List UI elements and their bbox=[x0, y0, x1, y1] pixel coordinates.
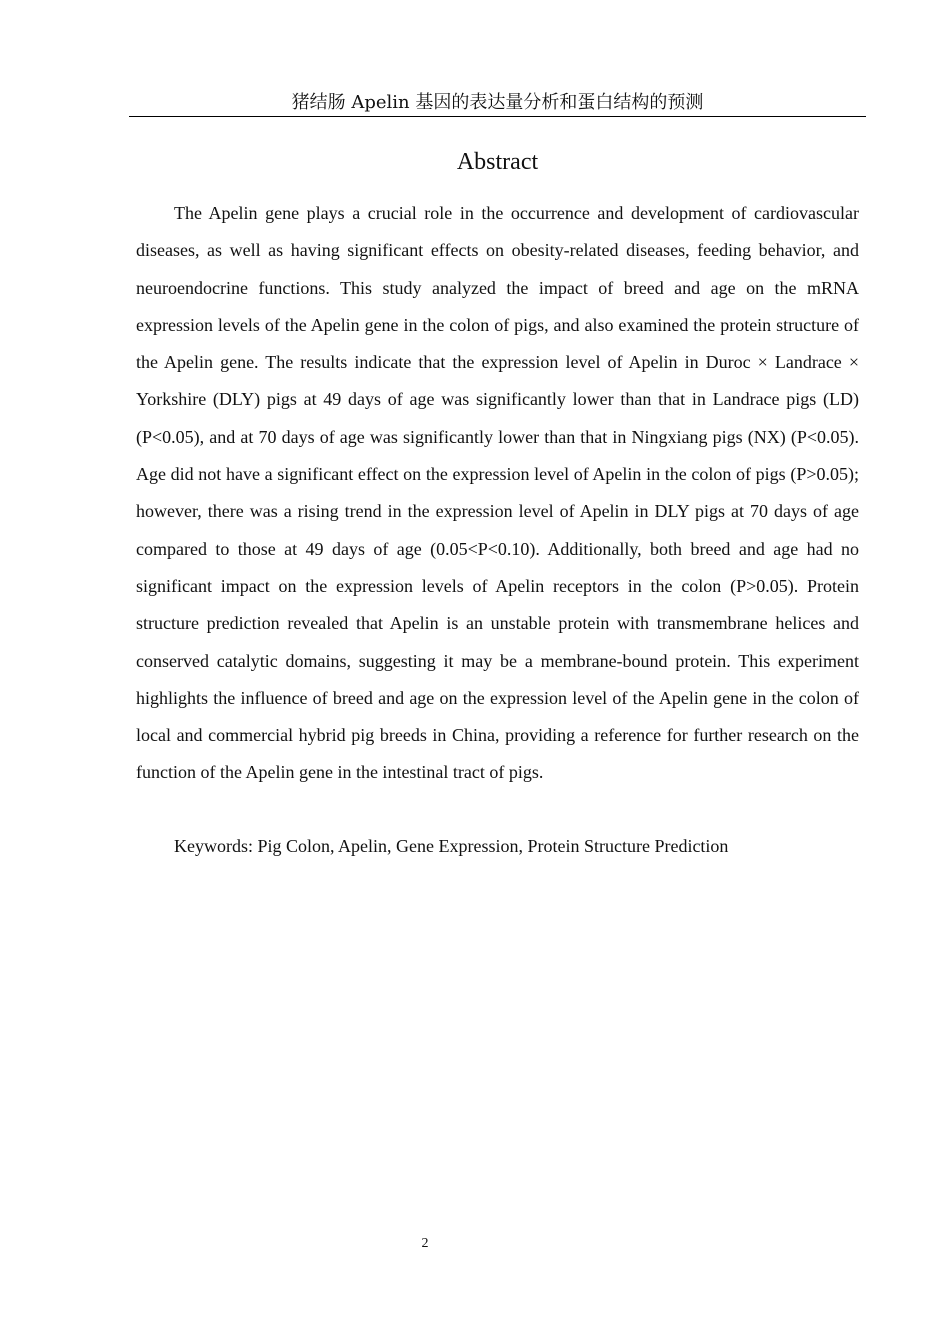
header-divider bbox=[129, 116, 866, 117]
page-number: 2 bbox=[421, 1236, 429, 1251]
abstract-body: The Apelin gene plays a crucial role in the occurrence and development of cardiovascular diseases, as well as having significant effects on obesity-related diseases, feeding behavior, and neuroendocrine functions. This study analyzed the impact of breed and age on the mRNA expression levels of the Apelin gene in the colon of pigs, and also examined the protein structure of the Apelin gene. The results indicate that the expression level of Apelin in Duroc × Landrace × Yorkshire (DLY) pigs at 49 days of age was significantly lower than that in Landrace pigs (LD) (P<0.05), and at 70 days of age was significantly lower than that in Ningxiang pigs (NX) (P<0.05). Age did not have a significant effect on the expression level of Apelin in the colon of pigs (P>0.05); however, there was a rising trend in the expression level of Apelin in DLY pigs at 70 days of age compared to those at 49 days of age (0.05<P<0.10). Additionally, both breed and age had no significant impact on the expression levels of Apelin receptors in the colon (P>0.05). Protein structure prediction revealed that Apelin is an unstable protein with transmembrane helices and conserved catalytic domains, suggesting it may be a membrane-bound protein. This experiment highlights the influence of breed and age on the expression level of the Apelin gene in the colon of local and commercial hybrid pig breeds in China, providing a reference for further research on the function of the Apelin gene in the intestinal tract of pigs. bbox=[136, 203, 859, 783]
keywords-line: Keywords: Pig Colon, Apelin, Gene Expression, Protein Structure Prediction bbox=[174, 836, 729, 856]
abstract-heading: Abstract bbox=[456, 149, 539, 175]
running-header: 猪结肠 Apelin 基因的表达量分析和蛋白结构的预测 bbox=[291, 92, 704, 113]
